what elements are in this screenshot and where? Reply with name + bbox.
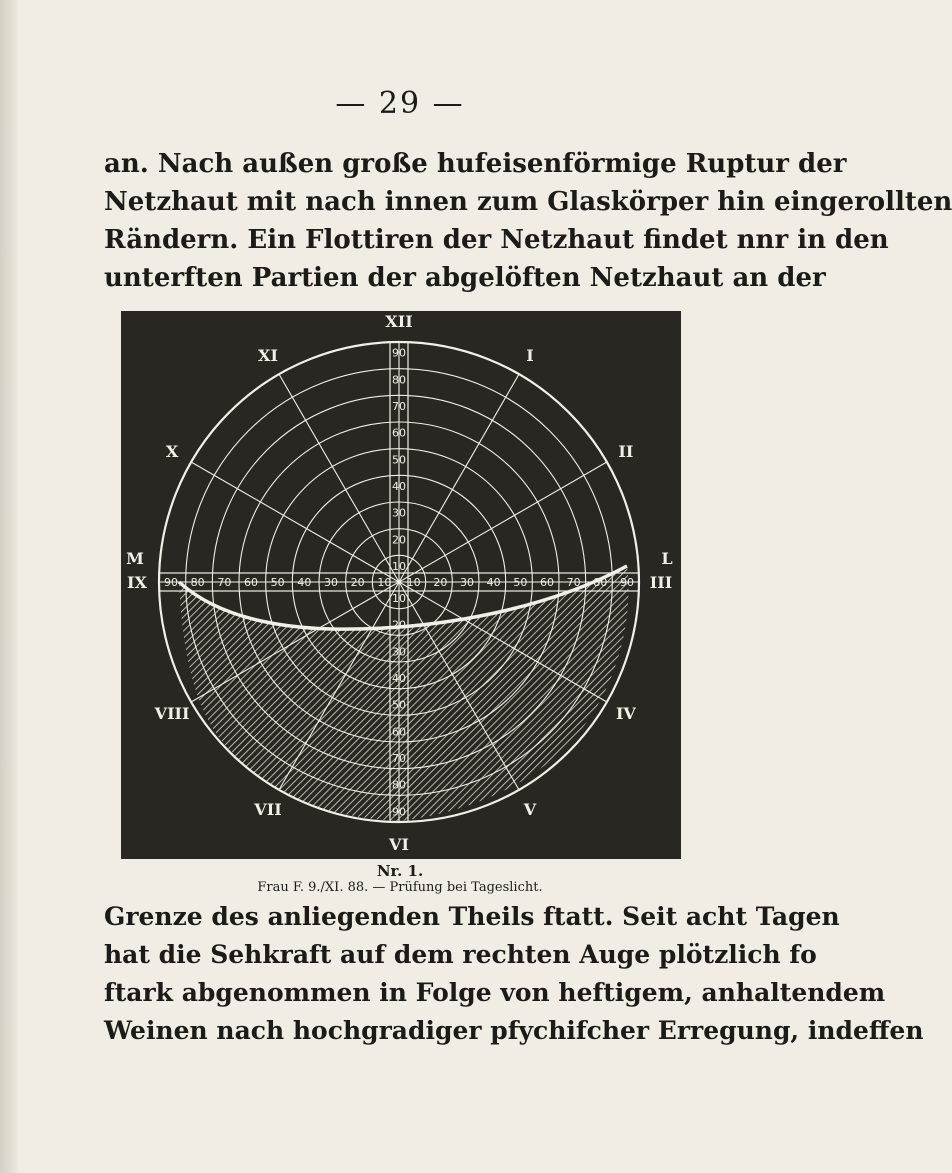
scale-label-right: 90 bbox=[620, 576, 634, 589]
text-line: Netzhaut mit nach innen zum Glaskörper hin eingerollten bbox=[104, 187, 952, 217]
scale-label-upper: 70 bbox=[392, 400, 406, 413]
scale-label-right: 50 bbox=[513, 576, 528, 589]
scale-label-right: 80 bbox=[593, 576, 608, 589]
side-label-right: L bbox=[661, 549, 673, 568]
meridian-numeral: XI bbox=[258, 346, 278, 366]
scale-label-upper: 60 bbox=[392, 426, 406, 440]
scale-label-left: 50 bbox=[270, 576, 285, 589]
scale-label-lower: 80 bbox=[392, 778, 406, 792]
side-label-left: M bbox=[126, 549, 144, 568]
text-line: unterften Partien der abgelöften Netzhaut an der bbox=[104, 263, 826, 293]
scale-label-left: 40 bbox=[297, 576, 312, 589]
scale-label-right: 70 bbox=[566, 576, 581, 589]
scale-label-left: 30 bbox=[324, 576, 338, 589]
scale-label-left: 80 bbox=[190, 576, 205, 589]
meridian-numeral: VIII bbox=[154, 704, 190, 723]
meridian-numeral: IX bbox=[127, 573, 147, 592]
scale-label-left: 90 bbox=[164, 576, 178, 589]
scale-label-upper: 90 bbox=[392, 346, 406, 360]
figure-number: Nr. 1. bbox=[376, 862, 424, 880]
scale-label-upper: 80 bbox=[392, 373, 406, 387]
meridian-numeral: VI bbox=[389, 835, 409, 854]
scale-label-lower: 50 bbox=[392, 698, 406, 712]
scale-label-upper: 30 bbox=[392, 506, 406, 520]
text-line: Weinen nach hochgradiger pfychifcher Erregung, indeffen bbox=[104, 1016, 924, 1045]
meridian-numeral: X bbox=[165, 442, 179, 461]
scale-label-upper: 10 bbox=[392, 560, 406, 573]
meridian-numeral: I bbox=[526, 346, 534, 366]
scale-label-left: 70 bbox=[217, 576, 232, 589]
page-number: — 29 — bbox=[335, 86, 465, 121]
meridian-numeral: II bbox=[618, 442, 634, 461]
meridian-numeral: IV bbox=[615, 704, 636, 723]
paragraph-top bbox=[104, 145, 952, 297]
scale-label-lower: 40 bbox=[392, 672, 406, 685]
paragraph-bottom bbox=[104, 898, 924, 1050]
scale-label-upper: 20 bbox=[392, 533, 406, 547]
text-line: Grenze des anliegenden Theils ftatt. Seit acht Tagen bbox=[104, 902, 840, 931]
scale-label-left: 20 bbox=[350, 576, 365, 589]
scale-label-lower: 70 bbox=[392, 752, 406, 765]
scale-label-lower: 20 bbox=[392, 618, 406, 632]
visual-field-perimeter-chart bbox=[121, 311, 681, 859]
figure-caption: Frau F. 9./XI. 88. — Prüfung bei Tageslicht. bbox=[257, 880, 543, 895]
scale-label-lower: 90 bbox=[392, 805, 406, 819]
meridian-numeral: VII bbox=[254, 799, 282, 819]
meridian-numeral: III bbox=[649, 573, 673, 592]
scale-label-right: 30 bbox=[460, 576, 474, 589]
text-line: an. Nach außen große hufeisenförmige Ruptur der bbox=[104, 149, 847, 179]
scale-label-right: 10 bbox=[406, 576, 421, 589]
text-line: hat die Sehkraft auf dem rechten Auge plötzlich fo bbox=[104, 940, 817, 969]
meridian-numeral: V bbox=[523, 799, 537, 819]
perimeter-chart-svg bbox=[121, 311, 681, 859]
scale-label-upper: 40 bbox=[392, 480, 406, 493]
scale-label-right: 60 bbox=[540, 576, 554, 589]
scale-label-right: 40 bbox=[486, 576, 501, 589]
scale-label-lower: 10 bbox=[392, 592, 406, 605]
text-line: Rändern. Ein Flottiren der Netzhaut findet nnr in den bbox=[104, 225, 889, 255]
scale-label-right: 20 bbox=[433, 576, 448, 589]
scale-label-left: 60 bbox=[244, 576, 258, 589]
page-edge-shadow bbox=[0, 0, 18, 1173]
scale-label-upper: 50 bbox=[392, 453, 406, 467]
meridian-numeral: XII bbox=[385, 312, 413, 331]
scale-label-lower: 30 bbox=[392, 645, 406, 659]
scale-label-lower: 60 bbox=[392, 725, 406, 739]
text-line: ftark abgenommen in Folge von heftigem, anhaltendem bbox=[104, 978, 886, 1007]
scale-label-left: 10 bbox=[377, 576, 392, 589]
